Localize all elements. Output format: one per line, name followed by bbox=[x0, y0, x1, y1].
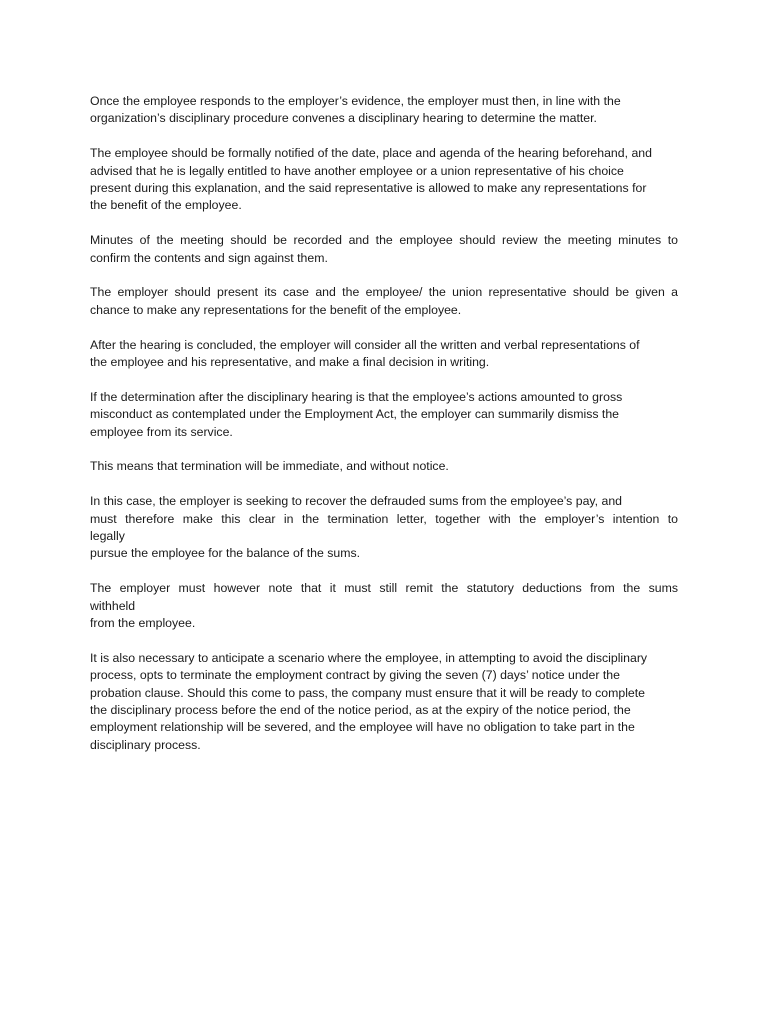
paragraph bbox=[90, 580, 678, 632]
text-line: organization’s disciplinary procedure convenes a disciplinary hearing to determine the matter. bbox=[90, 111, 597, 126]
text-line: must therefore make this clear in the termination letter, together with the employer’s intention to bbox=[90, 511, 678, 526]
text-line: The employer must however note that it must still remit the statutory deductions from the sums bbox=[90, 581, 678, 596]
paragraph bbox=[90, 93, 678, 128]
text-line: employment relationship will be severed, and the employee will have no obligation to take part in the bbox=[90, 720, 635, 735]
text-line: legally bbox=[90, 529, 125, 544]
document-body bbox=[90, 93, 678, 772]
text-line: pursue the employee for the balance of the sums. bbox=[90, 546, 361, 561]
text-line: present during this explanation, and the said representative is allowed to make any representations for bbox=[90, 181, 647, 196]
text-line: the disciplinary process before the end of the notice period, as at the expiry of the notice period, the bbox=[90, 703, 631, 718]
paragraph bbox=[90, 284, 678, 319]
text-line: the benefit of the employee. bbox=[90, 198, 242, 213]
text-line: chance to make any representations for the benefit of the employee. bbox=[90, 302, 462, 317]
text-line: In this case, the employer is seeking to recover the defrauded sums from the employee’s pay, and bbox=[90, 494, 623, 509]
text-line: disciplinary process. bbox=[90, 737, 201, 752]
paragraph bbox=[90, 232, 678, 267]
text-line: This means that termination will be immediate, and without notice. bbox=[90, 459, 449, 474]
text-line: employee from its service. bbox=[90, 424, 233, 439]
text-line: Once the employee responds to the employer’s evidence, the employer must then, in line with the bbox=[90, 94, 621, 108]
text-line: process, opts to terminate the employment contract by giving the seven (7) days’ notice under the bbox=[90, 668, 620, 683]
text-line: withheld bbox=[90, 598, 136, 613]
text-line: The employer should present its case and the employee/ the union representative should be given a bbox=[90, 285, 678, 300]
paragraph bbox=[90, 493, 678, 563]
text-line: misconduct as contemplated under the Employment Act, the employer can summarily dismiss the bbox=[90, 407, 620, 422]
paragraph bbox=[90, 145, 678, 215]
paragraph bbox=[90, 337, 678, 372]
text-line: the employee and his representative, and make a final decision in writing. bbox=[90, 355, 490, 370]
text-line: It is also necessary to anticipate a scenario where the employee, in attempting to avoid the disciplinary bbox=[90, 650, 648, 665]
text-line: After the hearing is concluded, the employer will consider all the written and verbal representations of bbox=[90, 337, 640, 352]
text-line: confirm the contents and sign against them. bbox=[90, 250, 328, 265]
text-line: advised that he is legally entitled to have another employee or a union representative of his choice bbox=[90, 163, 624, 178]
text-line: The employee should be formally notified of the date, place and agenda of the hearing beforehand, and bbox=[90, 146, 652, 161]
text-line: If the determination after the disciplinary hearing is that the employee’s actions amounted to gross bbox=[90, 389, 623, 404]
paragraph bbox=[90, 389, 678, 441]
text-line: Minutes of the meeting should be recorded and the employee should review the meeting minutes to bbox=[90, 233, 678, 248]
paragraph bbox=[90, 458, 678, 475]
text-line: probation clause. Should this come to pass, the company must ensure that it will be ready to complete bbox=[90, 685, 646, 700]
text-line: from the employee. bbox=[90, 616, 196, 631]
paragraph bbox=[90, 650, 678, 754]
